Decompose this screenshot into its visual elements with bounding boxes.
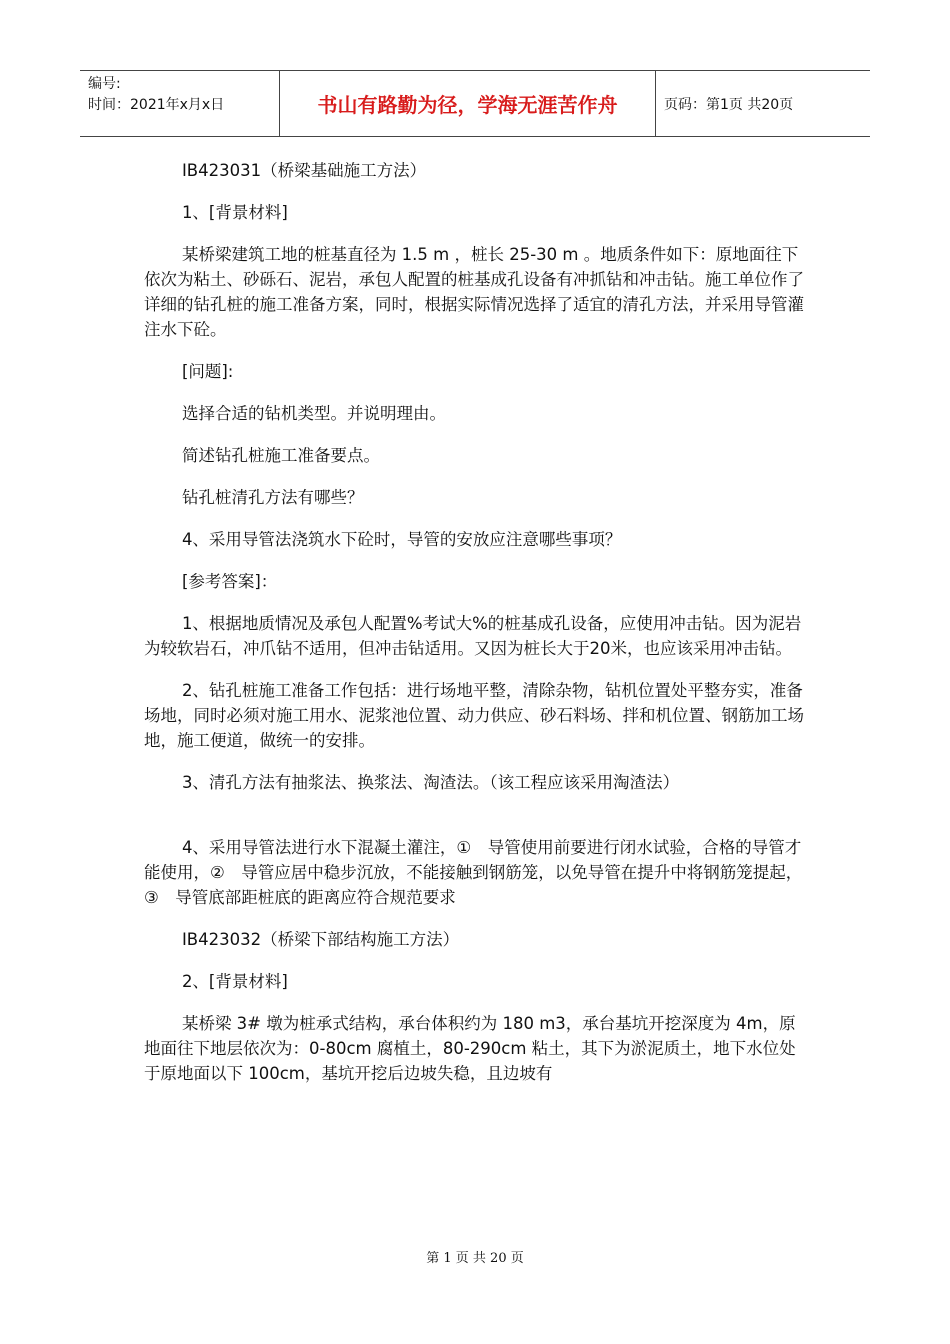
page-header bbox=[80, 70, 870, 137]
header-meta bbox=[80, 71, 280, 136]
page-footer: 第 1 页 共 20 页 bbox=[426, 1251, 524, 1266]
answer-item: 1、根据地质情况及承包人配置%考试大%的桩基成孔设备，应使用冲击钻。因为泥岩为较软岩石，冲爪钻不适用，但冲击钻适用。又因为桩长大于20米，也应该采用冲击钻。 bbox=[144, 614, 802, 658]
question-item: 钻孔桩清孔方法有哪些？ bbox=[181, 488, 364, 507]
background-text: 某桥梁 3# 墩为桩承式结构，承台体积约为 180 m3，承台基坑开挖深度为 4m，原地面往下地层依次为：0-80cm 腐植土，80-290cm 粘土，其下为淤泥质土，地下水位处于原地面以下 100cm，基坑开挖后边坡失稳，且边坡有 bbox=[144, 1014, 796, 1083]
question-item: 4、采用导管法浇筑水下砼时，导管的安放应注意哪些事项？ bbox=[181, 530, 622, 549]
section-title: IB423032（桥梁下部结构施工方法） bbox=[181, 930, 460, 949]
question-heading: [问题]: bbox=[181, 362, 234, 381]
header-motto: 书山有路勤为径，学海无涯苦作舟 bbox=[280, 71, 656, 136]
question-item: 选择合适的钻机类型。并说明理由。 bbox=[181, 404, 446, 423]
background-text: 某桥梁建筑工地的桩基直径为 1.5 m ，桩长 25-30 m 。地质条件如下：原地面往下依次为粘土、砂砾石、泥岩，承包人配置的桩基成孔设备有冲抓钻和冲击钻。施工单位作了详细的钻孔桩的施工准备方案，同时，根据实际情况选择了适宜的清孔方法，并采用导管灌注水下砼。 bbox=[144, 245, 804, 339]
answer-item: 2、钻孔桩施工准备工作包括：进行场地平整，清除杂物，钻机位置处平整夯实，准备场地，同时必须对施工用水、泥浆池位置、动力供应、砂石料场、拌和机位置、钢筋加工场地，施工便道，做统一的安排。 bbox=[144, 681, 804, 750]
question-item: 简述钻孔桩施工准备要点。 bbox=[181, 446, 380, 465]
document-body bbox=[144, 158, 810, 1103]
header-page-info: 页码：第1页 共20页 bbox=[664, 96, 794, 113]
background-heading: 1、[背景材料] bbox=[181, 203, 288, 222]
background-heading: 2、[背景材料] bbox=[181, 972, 288, 991]
answer-item: 4、采用导管法进行水下混凝土灌注，① 导管使用前要进行闭水试验，合格的导管才能使用，② 导管应居中稳步沉放，不能接触到钢筋笼，以免导管在提升中将钢筋笼提起，③ 导管底部距桩底的距离应符合规范要求 bbox=[144, 838, 803, 907]
answer-heading: [参考答案]： bbox=[181, 572, 278, 591]
time-label: 时间：2021年x月x日 bbox=[88, 97, 225, 113]
answer-item: 3、清孔方法有抽浆法、换浆法、淘渣法。（该工程应该采用淘渣法） bbox=[181, 773, 680, 792]
section-title: IB423031（桥梁基础施工方法） bbox=[181, 161, 427, 180]
number-label: 编号: bbox=[88, 76, 121, 92]
